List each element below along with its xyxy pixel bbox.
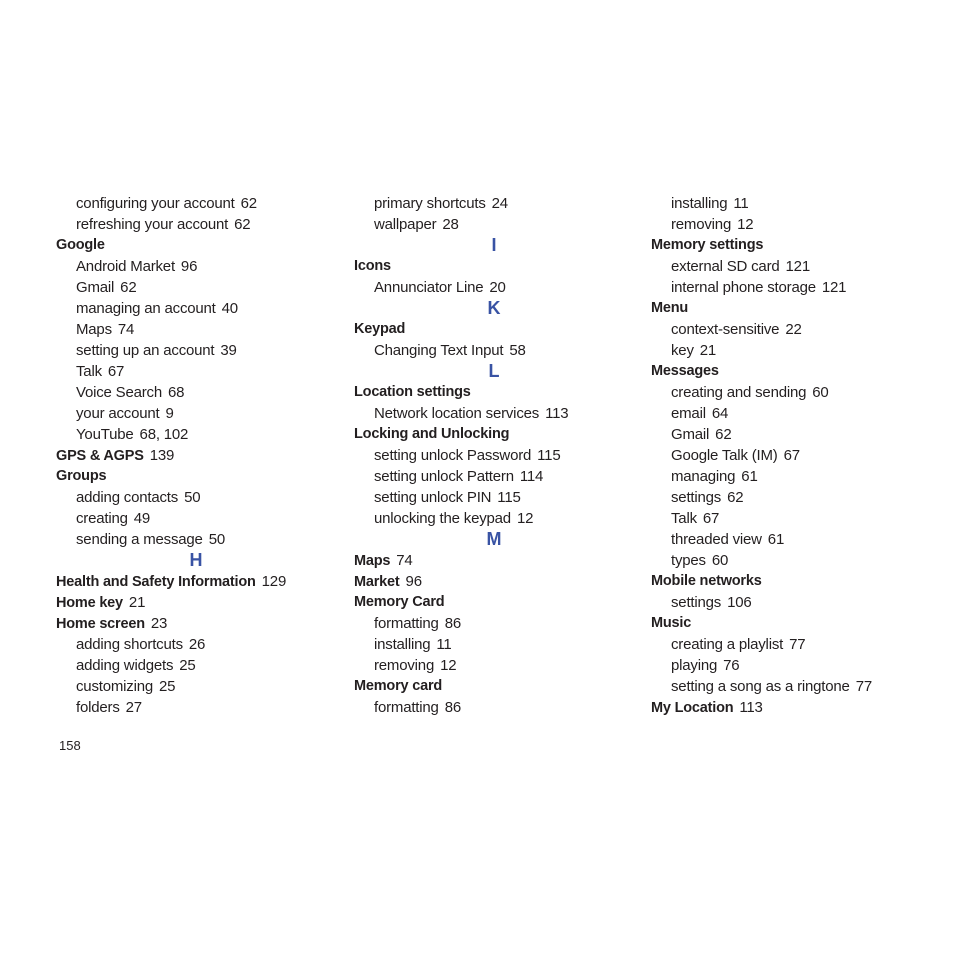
index-subentry xyxy=(651,466,931,487)
index-term: Memory settings xyxy=(651,237,764,253)
index-subentry xyxy=(651,550,931,571)
index-page-ref: 27 xyxy=(125,699,142,716)
index-page-ref: 12 xyxy=(440,657,457,674)
index-page-ref: 12 xyxy=(737,216,754,233)
index-page-ref: 113 xyxy=(739,699,763,716)
index-page-ref: 139 xyxy=(149,447,175,464)
index-page-ref: 77 xyxy=(789,636,806,653)
index-subentry xyxy=(354,466,634,487)
index-page-ref: 86 xyxy=(444,615,461,632)
index-page-ref: 22 xyxy=(785,321,802,338)
index-term: playing xyxy=(671,657,718,674)
index-term: setting unlock PIN xyxy=(374,489,492,506)
index-page-ref: 21 xyxy=(128,594,146,611)
index-subentry xyxy=(354,214,634,235)
index-term: Music xyxy=(651,615,692,631)
index-subentry xyxy=(56,214,336,235)
index-term: refreshing your account xyxy=(76,216,229,233)
index-page-ref: 9 xyxy=(165,405,174,422)
index-page-ref: 115 xyxy=(537,447,561,464)
index-page-ref: 121 xyxy=(821,279,847,296)
index-subentry xyxy=(354,277,634,298)
index-entry xyxy=(354,571,634,592)
index-entry xyxy=(354,676,634,697)
index-page-ref: 40 xyxy=(221,300,238,317)
index-term: unlocking the keypad xyxy=(374,510,511,527)
index-subentry xyxy=(56,655,336,676)
index-page-ref: 76 xyxy=(723,657,740,674)
index-term: managing an account xyxy=(76,300,216,317)
index-term: primary shortcuts xyxy=(374,195,486,212)
index-term: creating and sending xyxy=(671,384,807,401)
index-page-ref: 26 xyxy=(188,636,206,653)
index-subentry xyxy=(651,193,931,214)
index-page-ref: 121 xyxy=(785,258,810,275)
index-term: installing xyxy=(374,636,431,653)
index-term: Talk xyxy=(671,510,697,527)
index-page-ref: 114 xyxy=(519,468,544,485)
index-term: Market xyxy=(354,574,400,590)
index-term: GPS & AGPS xyxy=(56,448,144,464)
index-term: email xyxy=(671,405,706,422)
section-letter: H xyxy=(189,550,203,570)
index-term: configuring your account xyxy=(76,195,235,212)
index-page-ref: 68, 102 xyxy=(139,426,189,443)
index-subentry xyxy=(56,298,336,319)
index-page-ref: 77 xyxy=(855,678,872,695)
index-term: installing xyxy=(671,195,728,212)
index-term: setting up an account xyxy=(76,342,215,359)
index-term: Maps xyxy=(354,553,391,569)
index-term: settings xyxy=(671,594,722,611)
index-subentry xyxy=(354,697,634,718)
index-subentry xyxy=(56,361,336,382)
index-subentry xyxy=(651,382,931,403)
index-entry xyxy=(354,382,634,403)
index-subentry xyxy=(354,613,634,634)
index-page-ref: 113 xyxy=(545,405,569,422)
index-subentry xyxy=(56,403,336,424)
index-term: Mobile networks xyxy=(651,573,762,589)
index-page-ref: 96 xyxy=(180,258,198,275)
index-subentry xyxy=(651,508,931,529)
index-term: customizing xyxy=(76,678,153,695)
index-entry xyxy=(56,466,336,487)
index-page-ref: 106 xyxy=(727,594,752,611)
index-term: settings xyxy=(671,489,722,506)
index-subentry xyxy=(56,676,336,697)
index-term: Google xyxy=(56,237,105,253)
section-letter: I xyxy=(491,235,497,255)
index-page-ref: 24 xyxy=(491,195,508,212)
index-subentry xyxy=(56,382,336,403)
index-term: YouTube xyxy=(76,426,134,443)
index-term: wallpaper xyxy=(374,216,437,233)
index-term: Home screen xyxy=(56,616,145,632)
index-page-ref: 61 xyxy=(741,468,758,485)
index-page-ref: 62 xyxy=(234,216,251,233)
index-term: Annunciator Line xyxy=(374,279,484,296)
index-page-ref: 12 xyxy=(516,510,534,527)
index-entry xyxy=(354,319,634,340)
index-entry xyxy=(56,571,336,592)
index-term: Menu xyxy=(651,300,689,316)
index-page-ref: 25 xyxy=(159,678,176,695)
index-term: types xyxy=(671,552,706,569)
index-entry xyxy=(354,256,634,277)
index-entry xyxy=(651,235,931,256)
index-subentry xyxy=(56,508,336,529)
index-page-ref: 67 xyxy=(702,510,720,527)
index-page-ref: 11 xyxy=(733,195,749,212)
index-term: Changing Text Input xyxy=(374,342,504,359)
index-subentry xyxy=(354,340,634,361)
index-term: external SD card xyxy=(671,258,780,275)
index-term: Icons xyxy=(354,258,391,274)
index-subentry xyxy=(56,424,336,445)
index-column-1 xyxy=(56,193,336,718)
index-page-ref: 68 xyxy=(168,384,185,401)
index-term: removing xyxy=(671,216,732,233)
index-entry xyxy=(651,613,931,634)
index-term: adding shortcuts xyxy=(76,636,183,653)
index-entry xyxy=(56,592,336,613)
section-letter: L xyxy=(488,361,500,381)
index-subentry xyxy=(651,676,931,697)
index-subentry xyxy=(56,277,336,298)
index-page-ref: 60 xyxy=(812,384,829,401)
index-page-ref: 64 xyxy=(711,405,729,422)
index-subentry xyxy=(354,634,634,655)
index-subentry xyxy=(651,340,931,361)
index-subentry xyxy=(651,445,931,466)
index-term: Maps xyxy=(76,321,112,338)
index-subentry xyxy=(354,403,634,424)
index-subentry xyxy=(651,319,931,340)
index-page-ref: 21 xyxy=(699,342,717,359)
index-term: Voice Search xyxy=(76,384,162,401)
index-entry xyxy=(354,424,634,445)
index-subentry xyxy=(354,445,634,466)
index-subentry xyxy=(354,193,634,214)
index-term: Locking and Unlocking xyxy=(354,426,510,442)
index-term: Groups xyxy=(56,468,107,484)
index-column-2 xyxy=(354,193,634,718)
index-page-ref: 23 xyxy=(150,615,168,632)
index-term: removing xyxy=(374,657,435,674)
index-page-ref: 50 xyxy=(184,489,201,506)
index-subentry xyxy=(56,634,336,655)
index-term: creating xyxy=(76,510,128,527)
index-page-ref: 20 xyxy=(489,279,506,296)
index-page-ref: 60 xyxy=(711,552,729,569)
index-page-ref: 62 xyxy=(240,195,257,212)
section-letter: M xyxy=(486,529,502,549)
index-term: Gmail xyxy=(76,279,115,296)
index-term: adding contacts xyxy=(76,489,179,506)
index-subentry xyxy=(56,340,336,361)
index-page-ref: 25 xyxy=(179,657,196,674)
index-subentry xyxy=(651,487,931,508)
index-term: Keypad xyxy=(354,321,406,337)
index-term: folders xyxy=(76,699,120,716)
index-page-ref: 115 xyxy=(497,489,521,506)
index-term: Memory Card xyxy=(354,594,445,610)
index-entry xyxy=(56,613,336,634)
index-entry xyxy=(354,550,634,571)
index-term: Gmail xyxy=(671,426,710,443)
index-subentry xyxy=(651,529,931,550)
index-subentry xyxy=(651,214,931,235)
index-term: Android Market xyxy=(76,258,175,275)
index-term: threaded view xyxy=(671,531,762,548)
index-term: internal phone storage xyxy=(671,279,816,296)
index-term: formatting xyxy=(374,699,439,716)
index-page-ref: 50 xyxy=(208,531,225,548)
index-subentry xyxy=(651,655,931,676)
index-term: Messages xyxy=(651,363,719,379)
index-term: your account xyxy=(76,405,160,422)
index-page-ref: 62 xyxy=(120,279,137,296)
page-number: 158 xyxy=(59,738,81,753)
index-subentry xyxy=(354,508,634,529)
index-term: formatting xyxy=(374,615,439,632)
index-term: Talk xyxy=(76,363,102,380)
index-entry xyxy=(651,361,931,382)
index-page-ref: 11 xyxy=(436,636,452,653)
index-page-ref: 74 xyxy=(396,552,413,569)
index-page-ref: 62 xyxy=(715,426,732,443)
index-term: adding widgets xyxy=(76,657,174,674)
index-subentry xyxy=(56,487,336,508)
index-page-ref: 96 xyxy=(405,573,422,590)
index-page-ref: 28 xyxy=(442,216,459,233)
index-term: creating a playlist xyxy=(671,636,784,653)
index-page-ref: 61 xyxy=(767,531,785,548)
index-entry xyxy=(651,571,931,592)
index-term: Location settings xyxy=(354,384,471,400)
index-subentry xyxy=(56,529,336,550)
index-subentry xyxy=(651,634,931,655)
index-subentry xyxy=(354,655,634,676)
section-letter: K xyxy=(487,298,501,318)
index-subentry xyxy=(651,256,931,277)
index-term: context-sensitive xyxy=(671,321,780,338)
index-term: key xyxy=(671,342,694,359)
index-term: Home key xyxy=(56,595,123,611)
index-term: Google Talk (IM) xyxy=(671,447,778,464)
index-term: sending a message xyxy=(76,531,203,548)
index-page-ref: 49 xyxy=(133,510,151,527)
index-subentry xyxy=(651,592,931,613)
index-page-ref: 39 xyxy=(220,342,237,359)
index-page-ref: 129 xyxy=(261,573,287,590)
index-term: setting unlock Pattern xyxy=(374,468,514,485)
index-column-3 xyxy=(651,193,931,718)
index-entry xyxy=(354,592,634,613)
index-subentry xyxy=(651,403,931,424)
index-page-ref: 67 xyxy=(107,363,125,380)
index-term: setting unlock Password xyxy=(374,447,532,464)
index-subentry xyxy=(56,193,336,214)
index-subentry xyxy=(651,424,931,445)
index-entry xyxy=(56,445,336,466)
index-entry xyxy=(651,298,931,319)
index-term: My Location xyxy=(651,700,734,716)
index-page-ref: 62 xyxy=(727,489,744,506)
index-term: Network location services xyxy=(374,405,540,422)
index-subentry xyxy=(651,277,931,298)
index-page-ref: 58 xyxy=(509,342,526,359)
index-page-ref: 67 xyxy=(783,447,800,464)
index-page-ref: 74 xyxy=(117,321,135,338)
index-term: setting a song as a ringtone xyxy=(671,678,850,695)
index-subentry xyxy=(354,487,634,508)
index-page-ref: 86 xyxy=(444,699,461,716)
index-term: Health and Safety Information xyxy=(56,574,256,590)
index-entry xyxy=(651,697,931,718)
index-subentry xyxy=(56,256,336,277)
index-entry xyxy=(56,235,336,256)
index-term: Memory card xyxy=(354,678,443,694)
index-subentry xyxy=(56,697,336,718)
index-term: managing xyxy=(671,468,736,485)
index-subentry xyxy=(56,319,336,340)
